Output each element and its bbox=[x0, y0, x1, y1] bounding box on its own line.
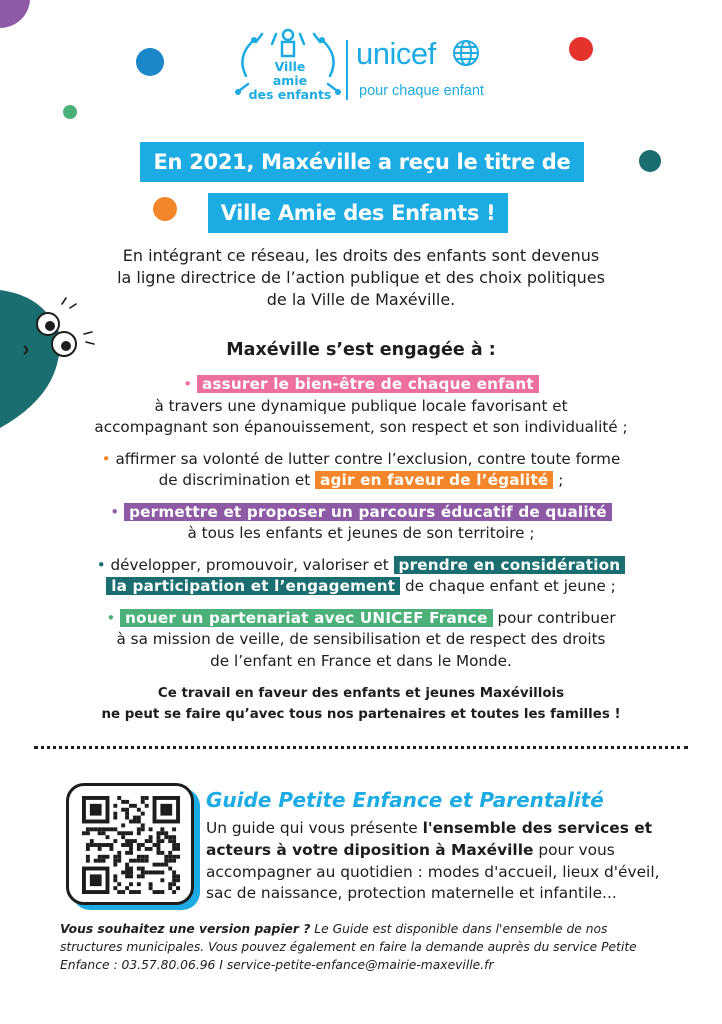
dot-blue bbox=[136, 48, 164, 76]
footer-text: Le Guide est disponible dans l'ensemble de nos structures municipales. Vous pouvez également en faire la demande auprès du service Petite Enfance : 03.57.80.06.96 I service-petite-enfance@mairie-maxeville.fr bbox=[60, 922, 637, 972]
intro-paragraph bbox=[60, 245, 662, 311]
corner-decoration bbox=[0, 0, 40, 30]
logo-line-3: des enfants bbox=[248, 87, 332, 102]
unicef-tagline: pour chaque enfant bbox=[359, 83, 484, 99]
item-text: développer, promouvoir, valoriser et bbox=[110, 555, 389, 574]
closing-line: Ce travail en faveur des enfants et jeunes Maxévillois bbox=[157, 686, 565, 701]
logo-line-1: Ville bbox=[274, 59, 306, 74]
highlight-egalite: agir en faveur de l’égalité bbox=[315, 471, 553, 489]
bullet-dot: • bbox=[110, 502, 120, 521]
qr-code-frame[interactable] bbox=[66, 783, 194, 905]
highlight-bien-etre: assurer le bien-être de chaque enfant bbox=[197, 375, 539, 393]
dot-red bbox=[569, 37, 593, 61]
guide-title: Guide Petite Enfance et Parentalité bbox=[206, 788, 604, 812]
item-text: accompagnant son épanouissement, son respect et son individualité ; bbox=[94, 418, 628, 436]
highlight-unicef: nouer un partenariat avec UNICEF France bbox=[120, 609, 492, 627]
item-text: à travers une dynamique publique locale favorisant et bbox=[154, 396, 568, 415]
highlight-parcours: permettre et proposer un parcours éducatif de qualité bbox=[124, 503, 612, 521]
dot-green bbox=[63, 105, 77, 119]
intro-line: En intégrant ce réseau, les droits des enfants sont devenus bbox=[122, 246, 600, 265]
list-item bbox=[40, 608, 682, 673]
item-text: à tous les enfants et jeunes de son territoire ; bbox=[187, 524, 535, 542]
list-item bbox=[40, 555, 682, 598]
item-text: de chaque enfant et jeune ; bbox=[400, 577, 616, 595]
qr-code[interactable] bbox=[82, 796, 180, 894]
engagement-list bbox=[40, 374, 682, 682]
item-text: affirmer sa volonté de lutter contre l’exclusion, contre toute forme bbox=[115, 449, 621, 468]
ville-amie-logo-text bbox=[240, 60, 340, 102]
item-text: à sa mission de veille, de sensibilisation et de respect des droits bbox=[116, 630, 606, 648]
list-item bbox=[40, 374, 682, 439]
dot-orange bbox=[153, 197, 177, 221]
list-item bbox=[40, 502, 682, 545]
title-banner-line-1: En 2021, Maxéville a reçu le titre de bbox=[140, 142, 584, 182]
bullet-dot: • bbox=[183, 375, 193, 393]
bullet-dot: • bbox=[96, 555, 106, 574]
engagement-title: Maxéville s’est engagée à : bbox=[226, 340, 496, 360]
item-text: de discrimination et bbox=[158, 471, 311, 489]
logo-separator bbox=[346, 40, 348, 100]
item-text: ; bbox=[553, 471, 564, 489]
footer-note bbox=[60, 920, 670, 974]
guide-text: Un guide qui vous présente bbox=[206, 819, 423, 837]
intro-line: de la Ville de Maxéville. bbox=[266, 290, 456, 309]
dot-teal bbox=[639, 150, 661, 172]
guide-description bbox=[206, 818, 676, 905]
bullet-dot: • bbox=[101, 449, 111, 468]
footer-question: Vous souhaitez une version papier ? bbox=[60, 922, 311, 936]
guide-text: pour vous accompagner au quotidien : modes d'accueil, lieux d'éveil, sac de naissance, protection maternelle et infantile... bbox=[206, 840, 660, 903]
list-item bbox=[40, 449, 682, 492]
item-text: de l’enfant en France et dans le Monde. bbox=[210, 651, 512, 670]
bullet-dot: • bbox=[106, 608, 116, 627]
unicef-wordmark: unicef bbox=[356, 36, 436, 71]
highlight-consideration: prendre en considération bbox=[394, 556, 626, 574]
guide-text-bold: l'ensemble des services et acteurs à votre diposition à Maxéville bbox=[206, 819, 653, 859]
closing-line: ne peut se faire qu’avec tous nos partenaires et toutes les familles ! bbox=[101, 707, 621, 722]
globe-icon bbox=[451, 38, 481, 68]
logo-line-2: amie bbox=[272, 73, 308, 88]
dotted-divider bbox=[34, 746, 688, 749]
title-banner-line-2: Ville Amie des Enfants ! bbox=[208, 193, 508, 233]
item-text: pour contribuer bbox=[492, 608, 616, 627]
highlight-participation: la participation et l’engagement bbox=[106, 577, 400, 595]
closing-statement bbox=[60, 683, 662, 725]
intro-line: la ligne directrice de l’action publique et des choix politiques bbox=[117, 268, 605, 287]
